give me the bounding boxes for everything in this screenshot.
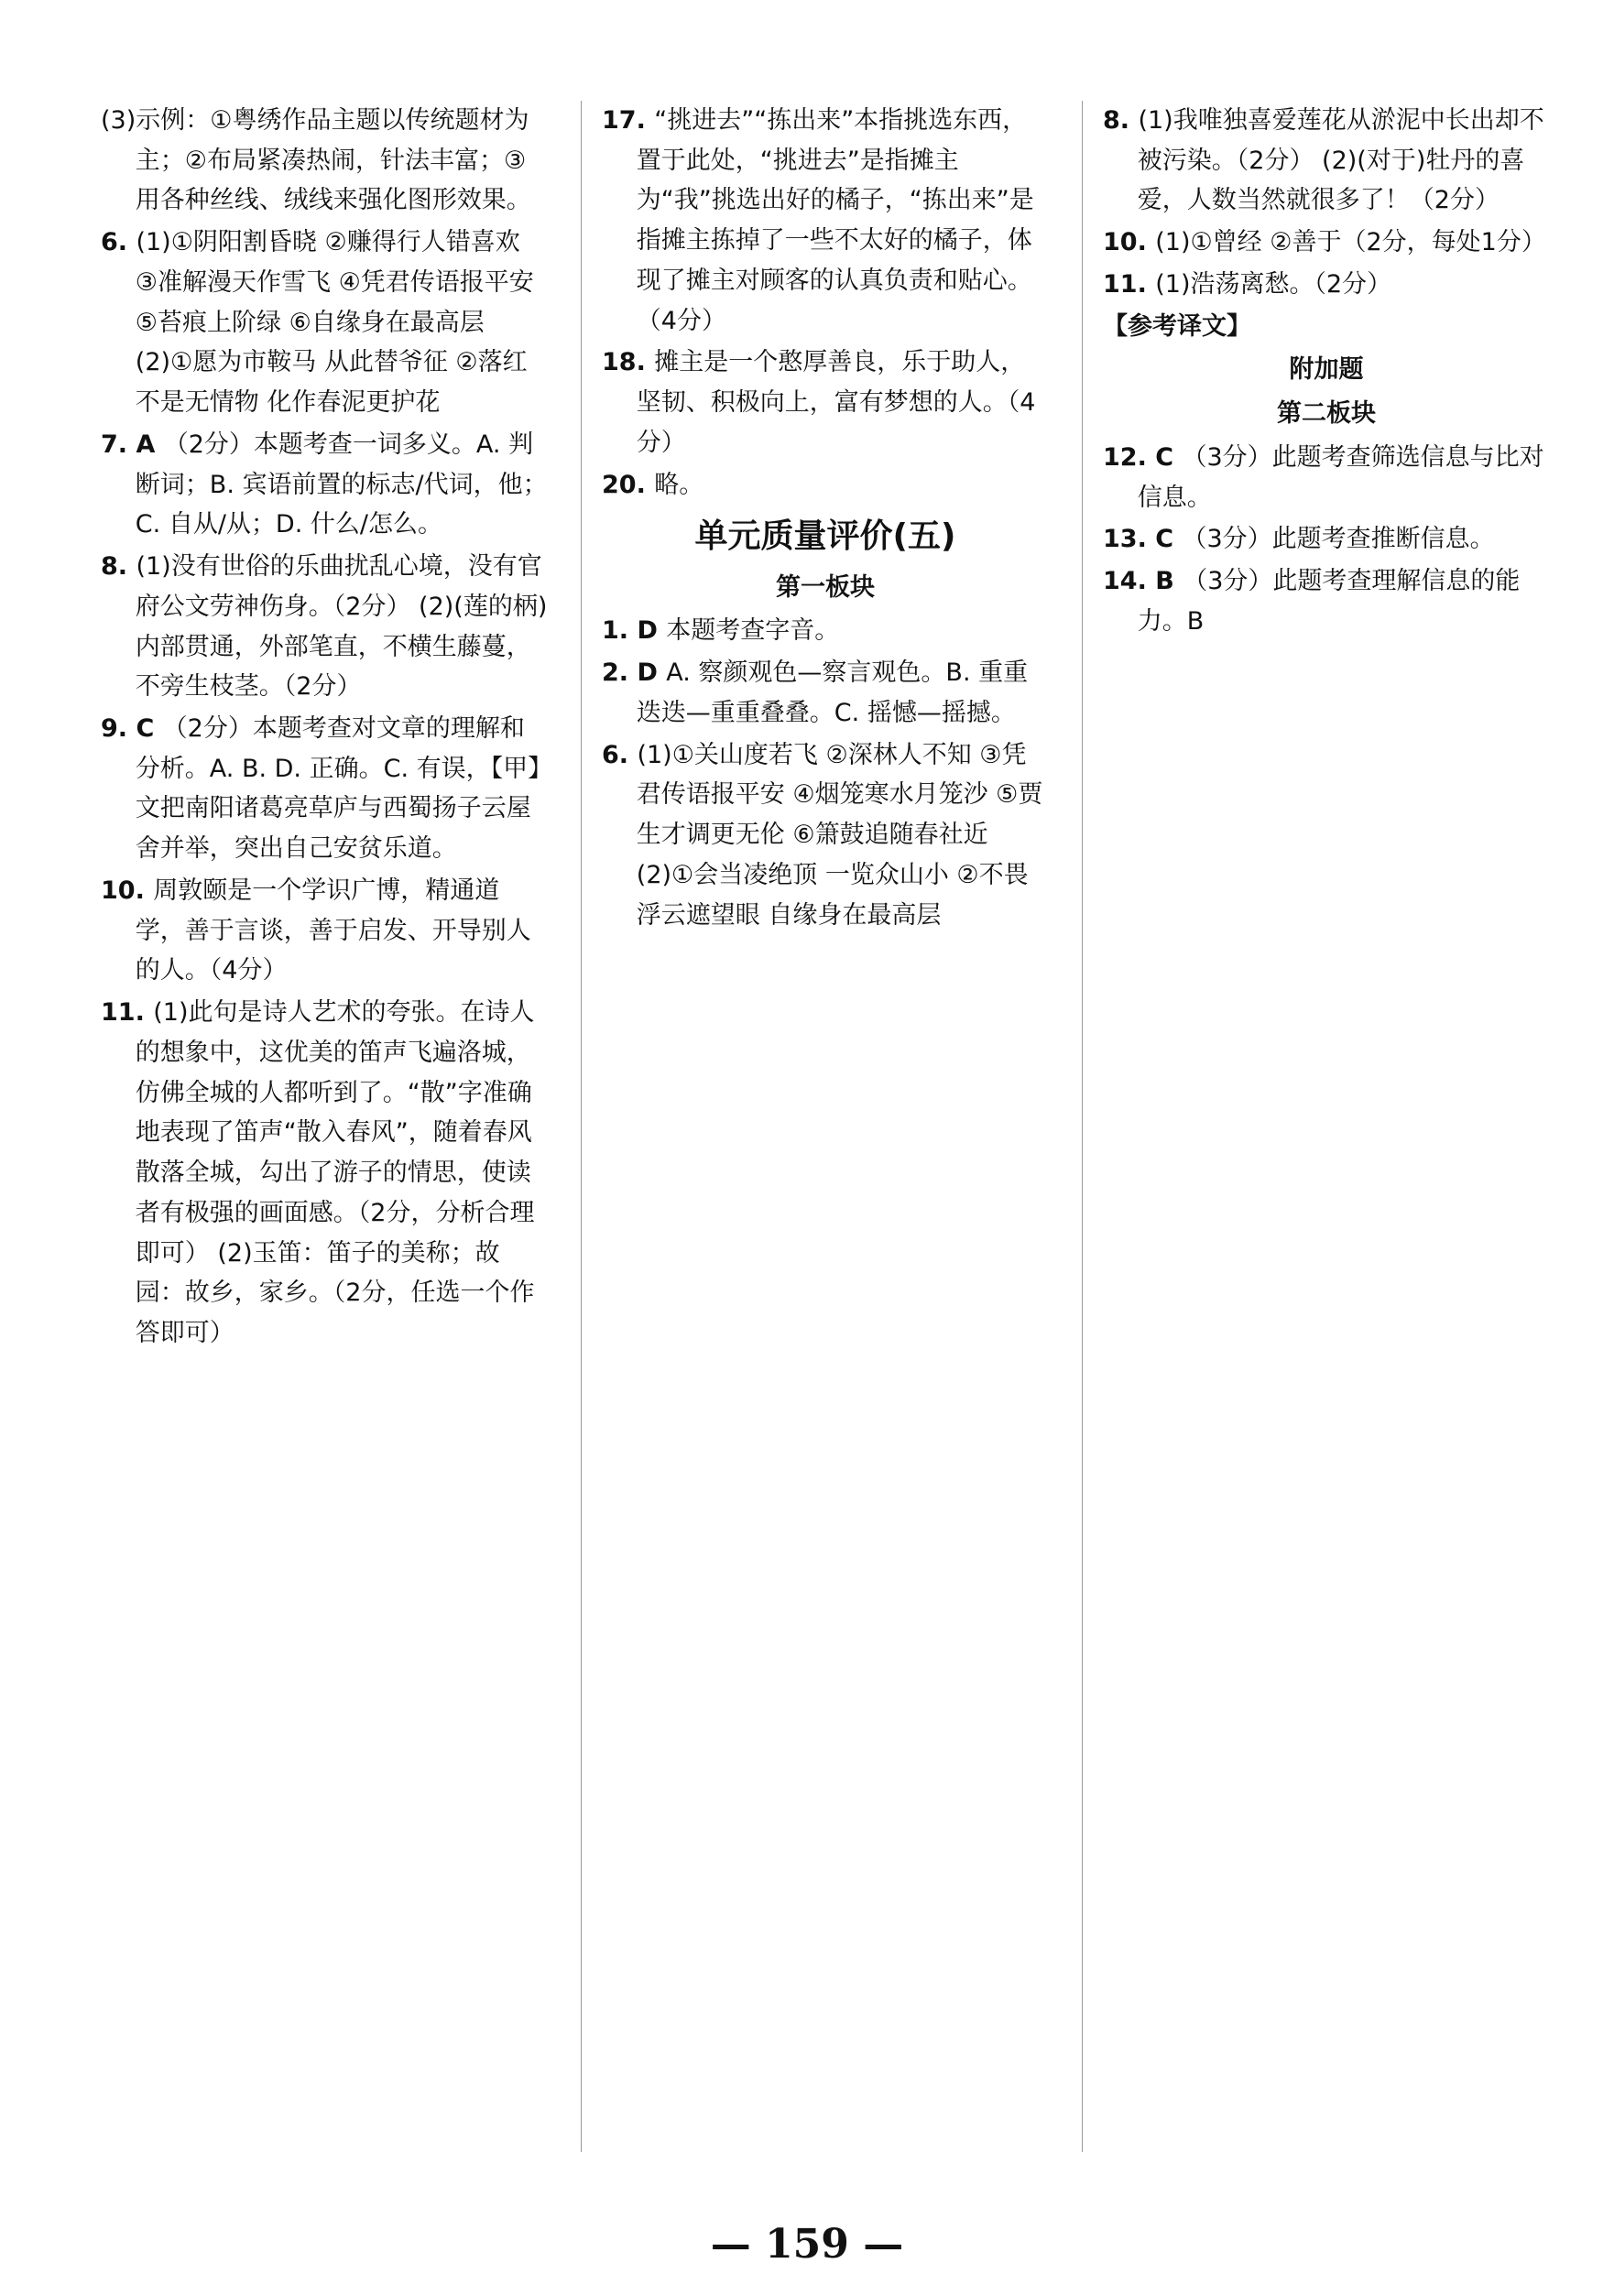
answer-item [1103, 561, 1550, 641]
answer-item [101, 425, 548, 545]
answer-number: 8. [101, 552, 136, 582]
answer-number: 20. [602, 470, 655, 499]
section-title: 单元质量评价(五) [694, 517, 956, 556]
answer-text: （2分）本题考查对文章的理解和分析。A. B. D. 正确。C. 有误，【甲】文把南阳诸葛亮草庐与西蜀扬子云屋舍并举，突出自己安贫乐道。 [135, 714, 540, 864]
page-number: — 159 — [710, 2221, 904, 2268]
answer-item [1103, 438, 1550, 517]
answer-item [1103, 223, 1550, 263]
answer-number: 10. [101, 876, 154, 905]
answer-item [101, 871, 548, 991]
answer-text: (1)浩荡离愁。（2分） [1155, 269, 1392, 299]
answer-text: （3分）此题考查理解信息的能力。B [1137, 567, 1521, 636]
subsection-title: 附加题 [1289, 355, 1364, 385]
column-middle [581, 101, 1049, 2152]
translation-heading: 【参考译文】 [1103, 311, 1251, 341]
answer-number: 14. B [1103, 567, 1183, 596]
answer-text: (1)①关山度若飞 ②深林人不知 ③凭君传语报平安 ④烟笼寒水月笼沙 ⑤贾生才调更无伦 ⑥箫鼓追随春社近 (2)①会当凌绝顶 一览众山小 ②不畏浮云遮望眼 自缘身在最高层 [636, 740, 1043, 930]
answer-number: 8. [1103, 106, 1139, 135]
subsection-title: 第二板块 [1277, 399, 1376, 429]
answer-item [1103, 101, 1550, 221]
answer-text: 本题考查字音。 [666, 616, 840, 646]
answer-item [602, 735, 1049, 936]
column-left [101, 101, 548, 2152]
answer-item [101, 993, 548, 1354]
answer-number: 17. [602, 106, 655, 135]
answer-item [602, 653, 1049, 733]
answer-item [602, 465, 1049, 506]
answer-number: 1. D [602, 616, 667, 646]
answer-text: “挑进去”“拣出来”本指挑选东西，置于此处，“挑进去”是指摊主为“我”挑选出好的橘子，“拣出来”是指摊主拣掉了一些不太好的橘子，体现了摊主对顾客的认真负责和贴心。（4分） [636, 106, 1034, 335]
answer-text: （3分）此题考查筛选信息与比对信息。 [1137, 442, 1544, 512]
answer-text: A. 察颜观色—察言观色。B. 重重迭迭—重重叠叠。C. 摇憾—摇撼。 [636, 658, 1029, 727]
answer-number: 10. [1103, 228, 1156, 257]
answer-number: 6. [602, 740, 638, 769]
answer-item [101, 709, 548, 869]
answer-text: (1)我唯独喜爱莲花从淤泥中长出却不被污染。（2分） (2)(对于)牡丹的喜爱，人数当然就很多了！（2分） [1137, 106, 1544, 215]
answer-item [602, 343, 1049, 462]
column-right [1082, 101, 1550, 2152]
answer-item [101, 547, 548, 707]
answer-item [602, 611, 1049, 651]
answer-text: (1)①阴阳割昏晓 ②赚得行人错喜欢 ③准解漫天作雪飞 ④凭君传语报平安 ⑤苔痕上阶绿 ⑥自缘身在最高层 (2)①愿为市鞍马 从此替爷征 ②落红不是无情物 化作春泥更护花 [135, 228, 534, 418]
answer-text: (1)没有世俗的乐曲扰乱心境，没有官府公文劳神伤身。（2分） (2)(莲的柄)内部贯通，外部笔直，不横生藤蔓，不旁生枝茎。（2分） [135, 552, 548, 702]
answer-text: (1)此句是诗人艺术的夸张。在诗人的想象中，这优美的笛声飞遍洛城，仿佛全城的人都听到了。“散”字准确地表现了笛声“散入春风”，随着春风散落全城，勾出了游子的情思，使读者有极强的画面感。（2分，分析合理即可） (2)玉笛：笛子的美称；故园：故乡，家乡。（2分，任选一个作答即可） [135, 998, 535, 1348]
answer-item [1103, 265, 1550, 305]
answer-text: 略。 [654, 470, 704, 499]
answer-number: 2. D [602, 658, 667, 688]
subsection-title: 第一板块 [776, 572, 875, 602]
answer-text: （2分）本题考查一词多义。A. 判断词；B. 宾语前置的标志/代词，他；C. 自从/从；D. 什么/怎么。 [135, 430, 548, 539]
answer-text: (3)示例：①粤绣作品主题以传统题材为主；②布局紧凑热闹，针法丰富；③用各种丝线、绒线来强化图形效果。 [101, 106, 531, 215]
answer-number: 12. C [1103, 442, 1183, 472]
answer-text: (1)①曾经 ②善于（2分，每处1分） [1155, 228, 1546, 257]
answer-number: 6. [101, 228, 136, 257]
answer-item [101, 223, 548, 423]
answer-number: 13. C [1103, 525, 1183, 554]
answer-text: 周敦颐是一个学识广博，精通道学，善于言谈，善于启发、开导别人的人。（4分） [135, 876, 531, 985]
answer-number: 11. [101, 998, 154, 1028]
answer-text: 摊主是一个憨厚善良，乐于助人，坚韧、积极向上，富有梦想的人。（4分） [636, 348, 1036, 457]
answer-item [1103, 519, 1550, 560]
answer-item [602, 101, 1049, 341]
columns [101, 101, 1550, 2152]
answer-number: 18. [602, 348, 655, 377]
answer-number: 7. A [101, 430, 164, 459]
answer-item [101, 101, 548, 221]
answer-text: （3分）此题考查推断信息。 [1182, 525, 1495, 554]
answer-number: 11. [1103, 269, 1156, 299]
answer-number: 9. C [101, 714, 163, 744]
